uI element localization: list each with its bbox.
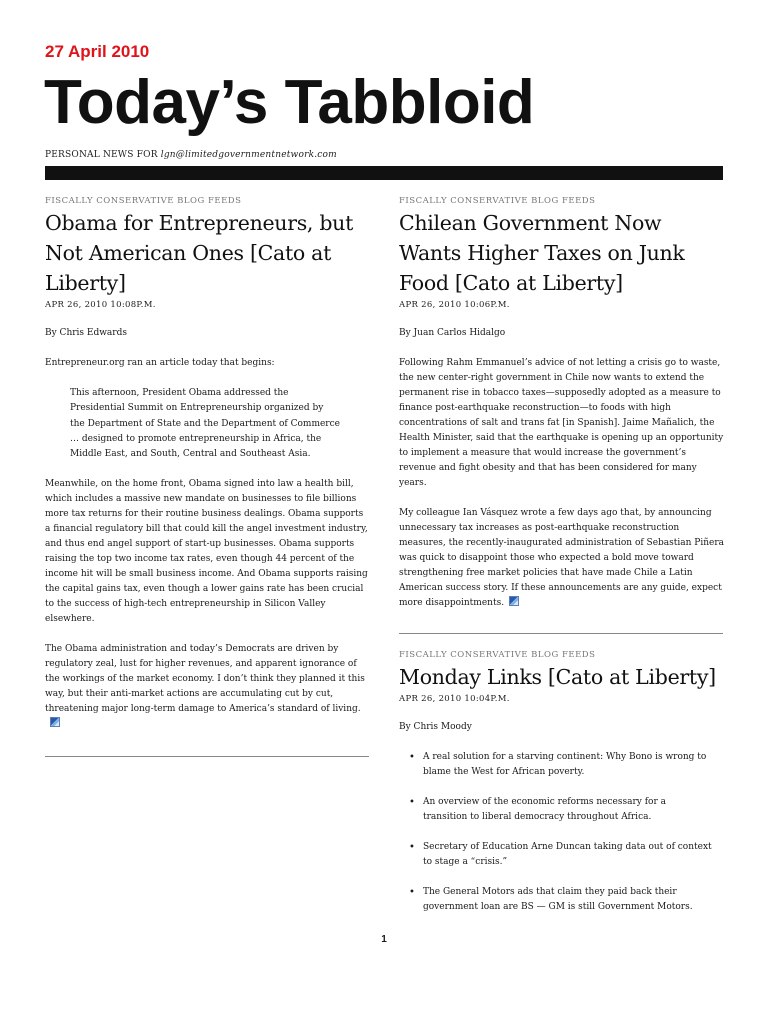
article-paragraph-text: My colleague Ian Vásquez wrote a few days ago that, by announcing unnecessary tax increases as post-earthquake reconstruction measures, the recently-inaugurated administration of Sebastian Piñera was quick to disappoint those who expected a bold move toward strengthening free market policies that have made Chile a Latin American success story. If these announcements are any guide, expect more disappointments. — [399, 508, 725, 608]
link-out-icon[interactable] — [509, 596, 519, 606]
article-timestamp: APR 26, 2010 10:04P.M. — [399, 694, 510, 704]
article-separator — [399, 633, 723, 634]
article-byline: By Juan Carlos Hidalgo — [399, 328, 506, 338]
list-item[interactable]: • A real solution for a starving continent: Why Bono is wrong to blame the West for African poverty. — [423, 750, 713, 780]
recipient-email: lgn@limitedgovernmentnetwork.com — [160, 150, 337, 160]
article-paragraph-last — [399, 506, 725, 611]
article-title[interactable]: Monday Links [Cato at Liberty] — [399, 665, 716, 689]
article-column-right — [399, 196, 725, 930]
article-kicker: FISCALLY CONSERVATIVE BLOG FEEDS — [45, 196, 242, 206]
article-title[interactable]: Chilean Government Now Wants Higher Taxes on Junk Food [Cato at Liberty] — [399, 211, 685, 295]
list-item[interactable]: • Secretary of Education Arne Duncan taking data out of context to stage a “crisis.” — [423, 840, 713, 870]
article-title[interactable]: Obama for Entrepreneurs, but Not American Ones [Cato at Liberty] — [45, 211, 354, 295]
link-out-icon[interactable] — [50, 717, 60, 727]
article-timestamp: APR 26, 2010 10:08P.M. — [45, 300, 156, 310]
list-item[interactable]: • The General Motors ads that claim they paid back their government loan are BS — GM is still Government Motors. — [423, 885, 713, 915]
article-intro: Entrepreneur.org ran an article today that begins: — [45, 358, 275, 368]
article-paragraph-text: The Obama administration and today’s Democrats are driven by regulatory zeal, lust for higher revenues, and apparent ignorance of the workings of the market economy. I don’t think they planned it this way, but their anti-market actions are accumulating cut by cut, threatening major long-term damage to America’s standard of living. — [45, 644, 365, 715]
article-blockquote: This afternoon, President Obama addressed the Presidential Summit on Entrepreneurship organized by the Department of State and the Department of Commerce … designed to promote entrepreneurship in Africa, the Middle East, and South, Central and Southeast Asia. — [70, 388, 340, 460]
links-list — [399, 750, 725, 915]
article-column-left — [45, 196, 371, 757]
article-kicker: FISCALLY CONSERVATIVE BLOG FEEDS — [399, 650, 596, 660]
article-paragraph: Following Rahm Emmanuel’s advice of not letting a crisis go to waste, the new center-right government in Chile now wants to extend the permanent rise in tobacco taxes—supposedly adopted as a measure to finance post-earthquake reconstruction—to foods with high concentrations of salt and trans fat [in Spanish]. Jaime Mañalich, the Health Minister, said that the earthquake is opening up an opportunity to implement a measure that would increase the government’s revenue and fight obesity and that has been considered for many years. — [399, 358, 724, 488]
issue-date: 27 April 2010 — [45, 42, 150, 61]
article-paragraph: Meanwhile, on the home front, Obama signed into law a health bill, which includes a massive new mandate on businesses to file billions more tax returns for their routine business dealings. Obama supports a financial regulatory bill that could kill the angel investment industry, and thus end angel support of start-up businesses. Obama supports raising the top two income tax rates, even though 44 percent of the income hit will be small business income. And Obama supports raising the capital gains tax, even though a lower gains rate has been crucial to the success of high-tech entrepreneurship in Silicon Valley elsewhere. — [45, 479, 368, 625]
article — [399, 650, 725, 915]
masthead-rule — [45, 166, 723, 180]
article-separator — [45, 756, 369, 757]
masthead-title: Today’s Tabbloid — [44, 68, 535, 137]
article-kicker: FISCALLY CONSERVATIVE BLOG FEEDS — [399, 196, 596, 206]
article — [45, 196, 371, 732]
article — [399, 196, 725, 611]
list-item[interactable]: • An overview of the economic reforms necessary for a transition to liberal democracy throughout Africa. — [423, 795, 713, 825]
article-timestamp: APR 26, 2010 10:06P.M. — [399, 300, 510, 310]
page-number: 1 — [381, 934, 387, 945]
personal-news-prefix: PERSONAL NEWS FOR — [45, 150, 158, 160]
article-paragraph-last — [45, 642, 371, 732]
personal-news-line — [45, 150, 337, 160]
article-byline: By Chris Edwards — [45, 328, 127, 338]
article-byline: By Chris Moody — [399, 722, 472, 732]
